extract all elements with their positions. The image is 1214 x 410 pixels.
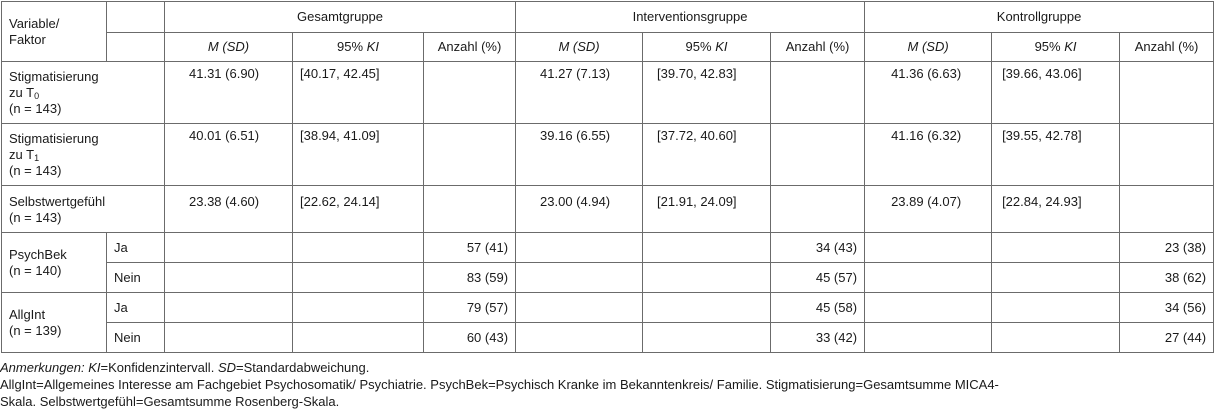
cell-msd xyxy=(165,233,293,263)
table-row xyxy=(2,186,1214,233)
cell-msd: 41.27 (7.13) xyxy=(516,62,643,124)
cell-ki: [38.94, 41.09] xyxy=(293,124,424,186)
subheader-msd: M (SD) xyxy=(865,33,992,62)
cell-ki xyxy=(293,233,424,263)
cell-anzahl: 27 (44) xyxy=(1120,323,1214,353)
cell-ki xyxy=(992,293,1120,323)
cell-ki xyxy=(293,323,424,353)
notes-line-2: AllgInt=Allgemeines Interesse am Fachgebiet Psychosomatik/ Psychiatrie. PsychBek=Psychisch Kranke im Bekanntenkreis/ Familie. Stigmatisierung=Gesamtsumme MICA4- xyxy=(0,377,999,392)
cell-ki xyxy=(643,233,771,263)
subheader-anzahl: Anzahl (%) xyxy=(771,33,865,62)
cell-anzahl: 60 (43) xyxy=(424,323,516,353)
cell-ki xyxy=(643,323,771,353)
cell-anzahl: 34 (56) xyxy=(1120,293,1214,323)
cell-msd: 39.16 (6.55) xyxy=(516,124,643,186)
cell-ki: [40.17, 42.45] xyxy=(293,62,424,124)
cell-msd: 40.01 (6.51) xyxy=(165,124,293,186)
header-row-subcolumns xyxy=(2,33,1214,62)
corner-label-line1: Variable/ xyxy=(9,15,60,31)
cell-msd xyxy=(516,293,643,323)
cell-anzahl: 33 (42) xyxy=(771,323,865,353)
cell-anzahl xyxy=(424,186,516,233)
cell-anzahl: 23 (38) xyxy=(1120,233,1214,263)
cell-ki: [37.72, 40.60] xyxy=(643,124,771,186)
table-row xyxy=(2,263,1214,293)
cell-msd xyxy=(865,293,992,323)
header-row-groups xyxy=(2,2,1214,33)
corner-empty-cell xyxy=(107,2,165,33)
cell-anzahl xyxy=(771,124,865,186)
factor-level: Ja xyxy=(107,233,165,263)
cell-anzahl: 38 (62) xyxy=(1120,263,1214,293)
cell-msd: 41.31 (6.90) xyxy=(165,62,293,124)
table-row xyxy=(2,62,1214,124)
subheader-ki: 95% KI xyxy=(293,33,424,62)
cell-anzahl xyxy=(1120,62,1214,124)
cell-msd: 41.36 (6.63) xyxy=(865,62,992,124)
subheader-msd: M (SD) xyxy=(516,33,643,62)
statistics-table xyxy=(1,1,1214,353)
cell-ki xyxy=(992,233,1120,263)
cell-anzahl xyxy=(771,62,865,124)
table-row xyxy=(2,293,1214,323)
cell-msd xyxy=(516,233,643,263)
cell-ki xyxy=(992,263,1120,293)
cell-anzahl: 45 (58) xyxy=(771,293,865,323)
cell-msd: 23.38 (4.60) xyxy=(165,186,293,233)
cell-ki: [21.91, 24.09] xyxy=(643,186,771,233)
cell-msd: 23.89 (4.07) xyxy=(865,186,992,233)
factor-level: Ja xyxy=(107,293,165,323)
cell-ki: [39.70, 42.83] xyxy=(643,62,771,124)
cell-anzahl xyxy=(424,62,516,124)
factor-level: Nein xyxy=(107,263,165,293)
cell-msd: 41.16 (6.32) xyxy=(865,124,992,186)
cell-anzahl: 83 (59) xyxy=(424,263,516,293)
corner-header-cell xyxy=(2,2,107,62)
cell-msd: 23.00 (4.94) xyxy=(516,186,643,233)
row-label: Selbstwertgefühl (n = 143) xyxy=(2,186,165,233)
cell-anzahl: 45 (57) xyxy=(771,263,865,293)
cell-ki xyxy=(992,323,1120,353)
cell-msd xyxy=(865,323,992,353)
cell-ki xyxy=(293,263,424,293)
subheader-anzahl: Anzahl (%) xyxy=(424,33,516,62)
cell-anzahl xyxy=(771,186,865,233)
group-header-kontroll: Kontrollgruppe xyxy=(865,2,1214,33)
subheader-msd: M (SD) xyxy=(165,33,293,62)
cell-msd xyxy=(865,233,992,263)
notes-line-1: Anmerkungen: KI=Konfidenzintervall. SD=Standardabweichung. xyxy=(0,360,370,375)
subheader-empty-cell xyxy=(107,33,165,62)
cell-anzahl: 79 (57) xyxy=(424,293,516,323)
cell-anzahl xyxy=(424,124,516,186)
factor-label: AllgInt (n = 139) xyxy=(2,293,107,353)
cell-ki: [39.66, 43.06] xyxy=(992,62,1120,124)
cell-ki: [22.84, 24.93] xyxy=(992,186,1120,233)
table-row xyxy=(2,233,1214,263)
cell-anzahl: 57 (41) xyxy=(424,233,516,263)
cell-msd xyxy=(516,263,643,293)
table-row xyxy=(2,323,1214,353)
cell-ki: [22.62, 24.14] xyxy=(293,186,424,233)
table-notes xyxy=(0,359,1212,410)
group-header-intervention: Interventionsgruppe xyxy=(516,2,865,33)
corner-label-line2: Faktor xyxy=(9,31,46,47)
cell-anzahl xyxy=(1120,186,1214,233)
subheader-ki: 95% KI xyxy=(992,33,1120,62)
notes-line-3: Skala. Selbstwertgefühl=Gesamtsumme Rosenberg-Skala. xyxy=(0,394,340,409)
cell-ki: [39.55, 42.78] xyxy=(992,124,1120,186)
row-label: Stigmatisierung zu $T_1$ (n = 143) xyxy=(2,124,165,186)
group-header-gesamt: Gesamtgruppe xyxy=(165,2,516,33)
cell-ki xyxy=(643,293,771,323)
cell-msd xyxy=(165,293,293,323)
cell-ki xyxy=(293,293,424,323)
cell-ki xyxy=(643,263,771,293)
cell-anzahl xyxy=(1120,124,1214,186)
factor-label: PsychBek (n = 140) xyxy=(2,233,107,293)
cell-msd xyxy=(516,323,643,353)
row-label: Stigmatisierung zu $T_0$ (n = 143) xyxy=(2,62,165,124)
cell-msd xyxy=(865,263,992,293)
factor-level: Nein xyxy=(107,323,165,353)
cell-msd xyxy=(165,263,293,293)
cell-msd xyxy=(165,323,293,353)
subheader-anzahl: Anzahl (%) xyxy=(1120,33,1214,62)
subheader-ki: 95% KI xyxy=(643,33,771,62)
table-row xyxy=(2,124,1214,186)
cell-anzahl: 34 (43) xyxy=(771,233,865,263)
